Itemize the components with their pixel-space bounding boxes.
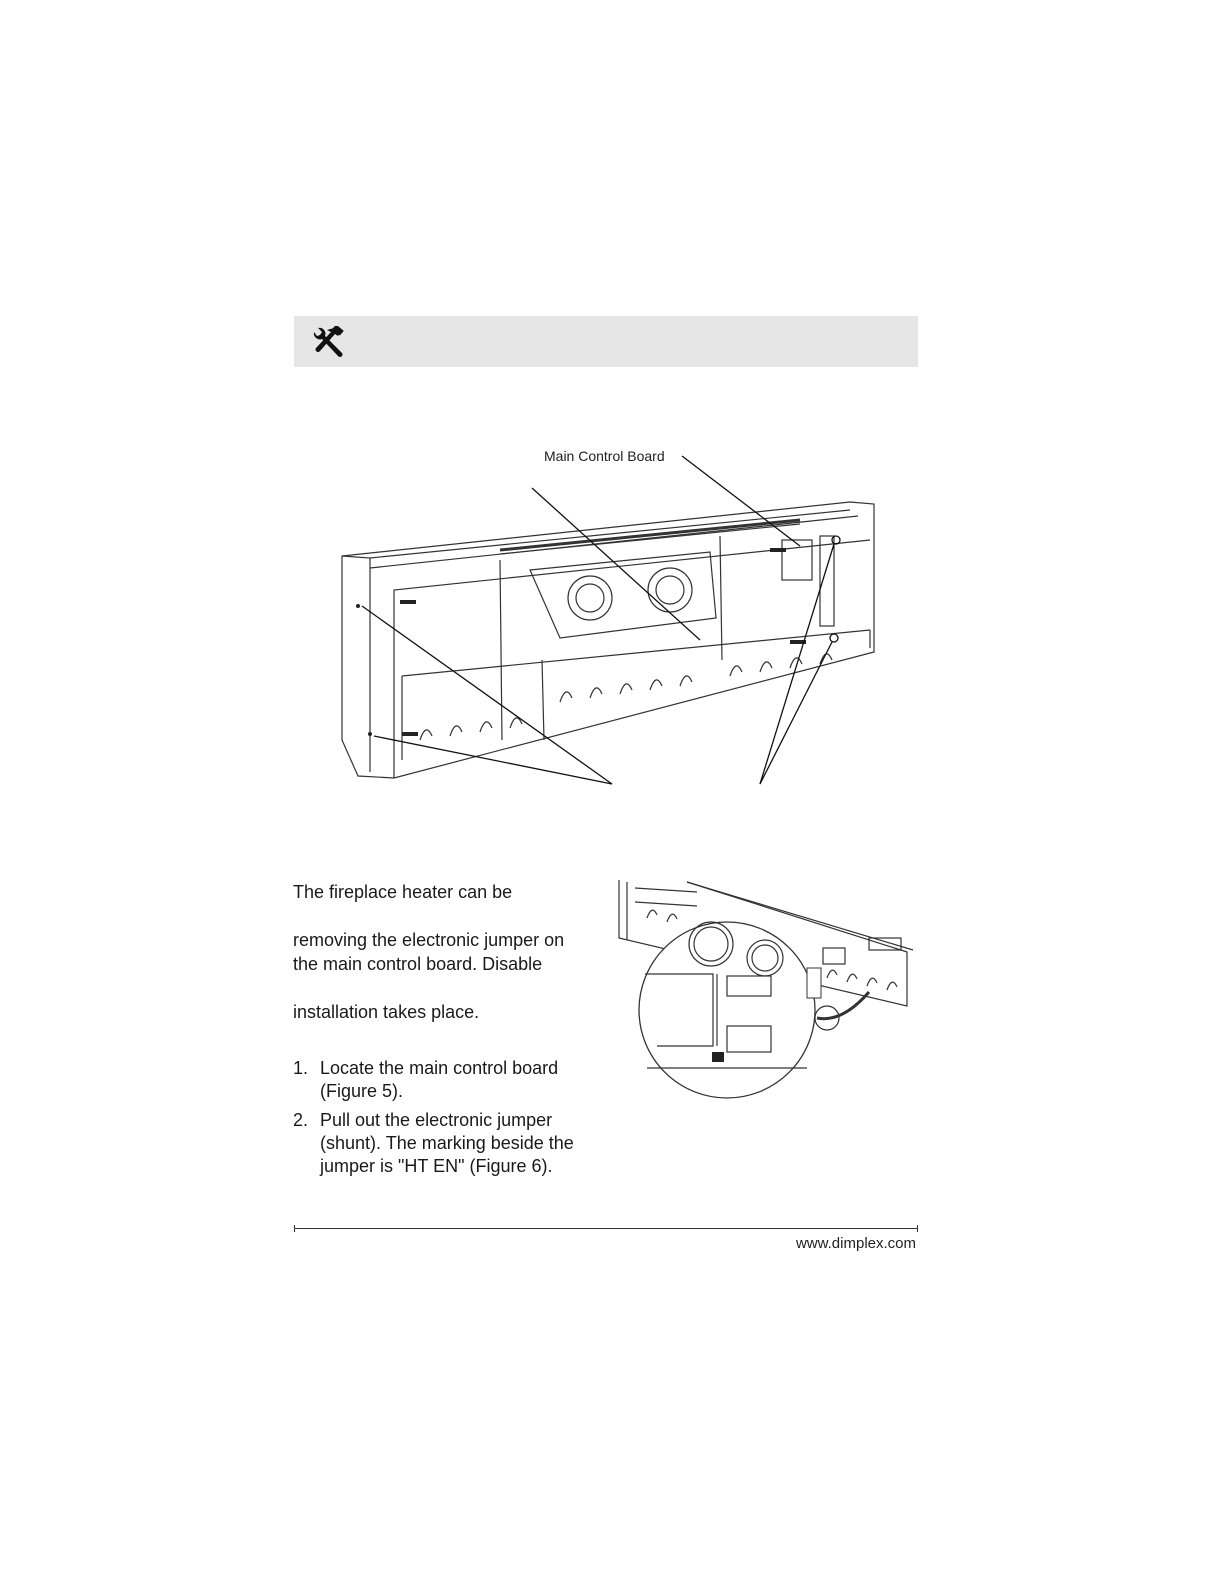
section-header-bar — [294, 316, 918, 367]
footer-rule — [294, 1228, 918, 1229]
body-text-line-2: removing the electronic jumper on — [293, 930, 565, 950]
step-number: 2. — [293, 1110, 309, 1130]
step-number: 1. — [293, 1058, 309, 1078]
instruction-steps — [293, 1057, 613, 1184]
step-text: Locate the main control board — [320, 1058, 559, 1078]
body-text-line-3: the main control board. Disable — [293, 954, 543, 974]
body-text-line-4: installation takes place. — [293, 1002, 480, 1022]
step-2 — [293, 1109, 613, 1178]
step-text: (shunt). The marking beside the — [320, 1133, 574, 1153]
step-text: (Figure 5). — [320, 1081, 404, 1101]
figure-5-fireplace-interior-diagram — [330, 440, 890, 800]
step-text: Pull out the electronic jumper — [320, 1110, 553, 1130]
step-text: jumper is "HT EN" (Figure 6). — [320, 1156, 553, 1176]
body-text-line-1: The fireplace heater can be — [293, 882, 513, 902]
main-control-board-label: Main Control Board — [544, 448, 665, 464]
step-1 — [293, 1057, 613, 1103]
figure-6-jumper-detail-diagram — [617, 878, 919, 1104]
footer-url: www.dimplex.com — [795, 1235, 916, 1252]
tools-icon — [310, 326, 346, 360]
